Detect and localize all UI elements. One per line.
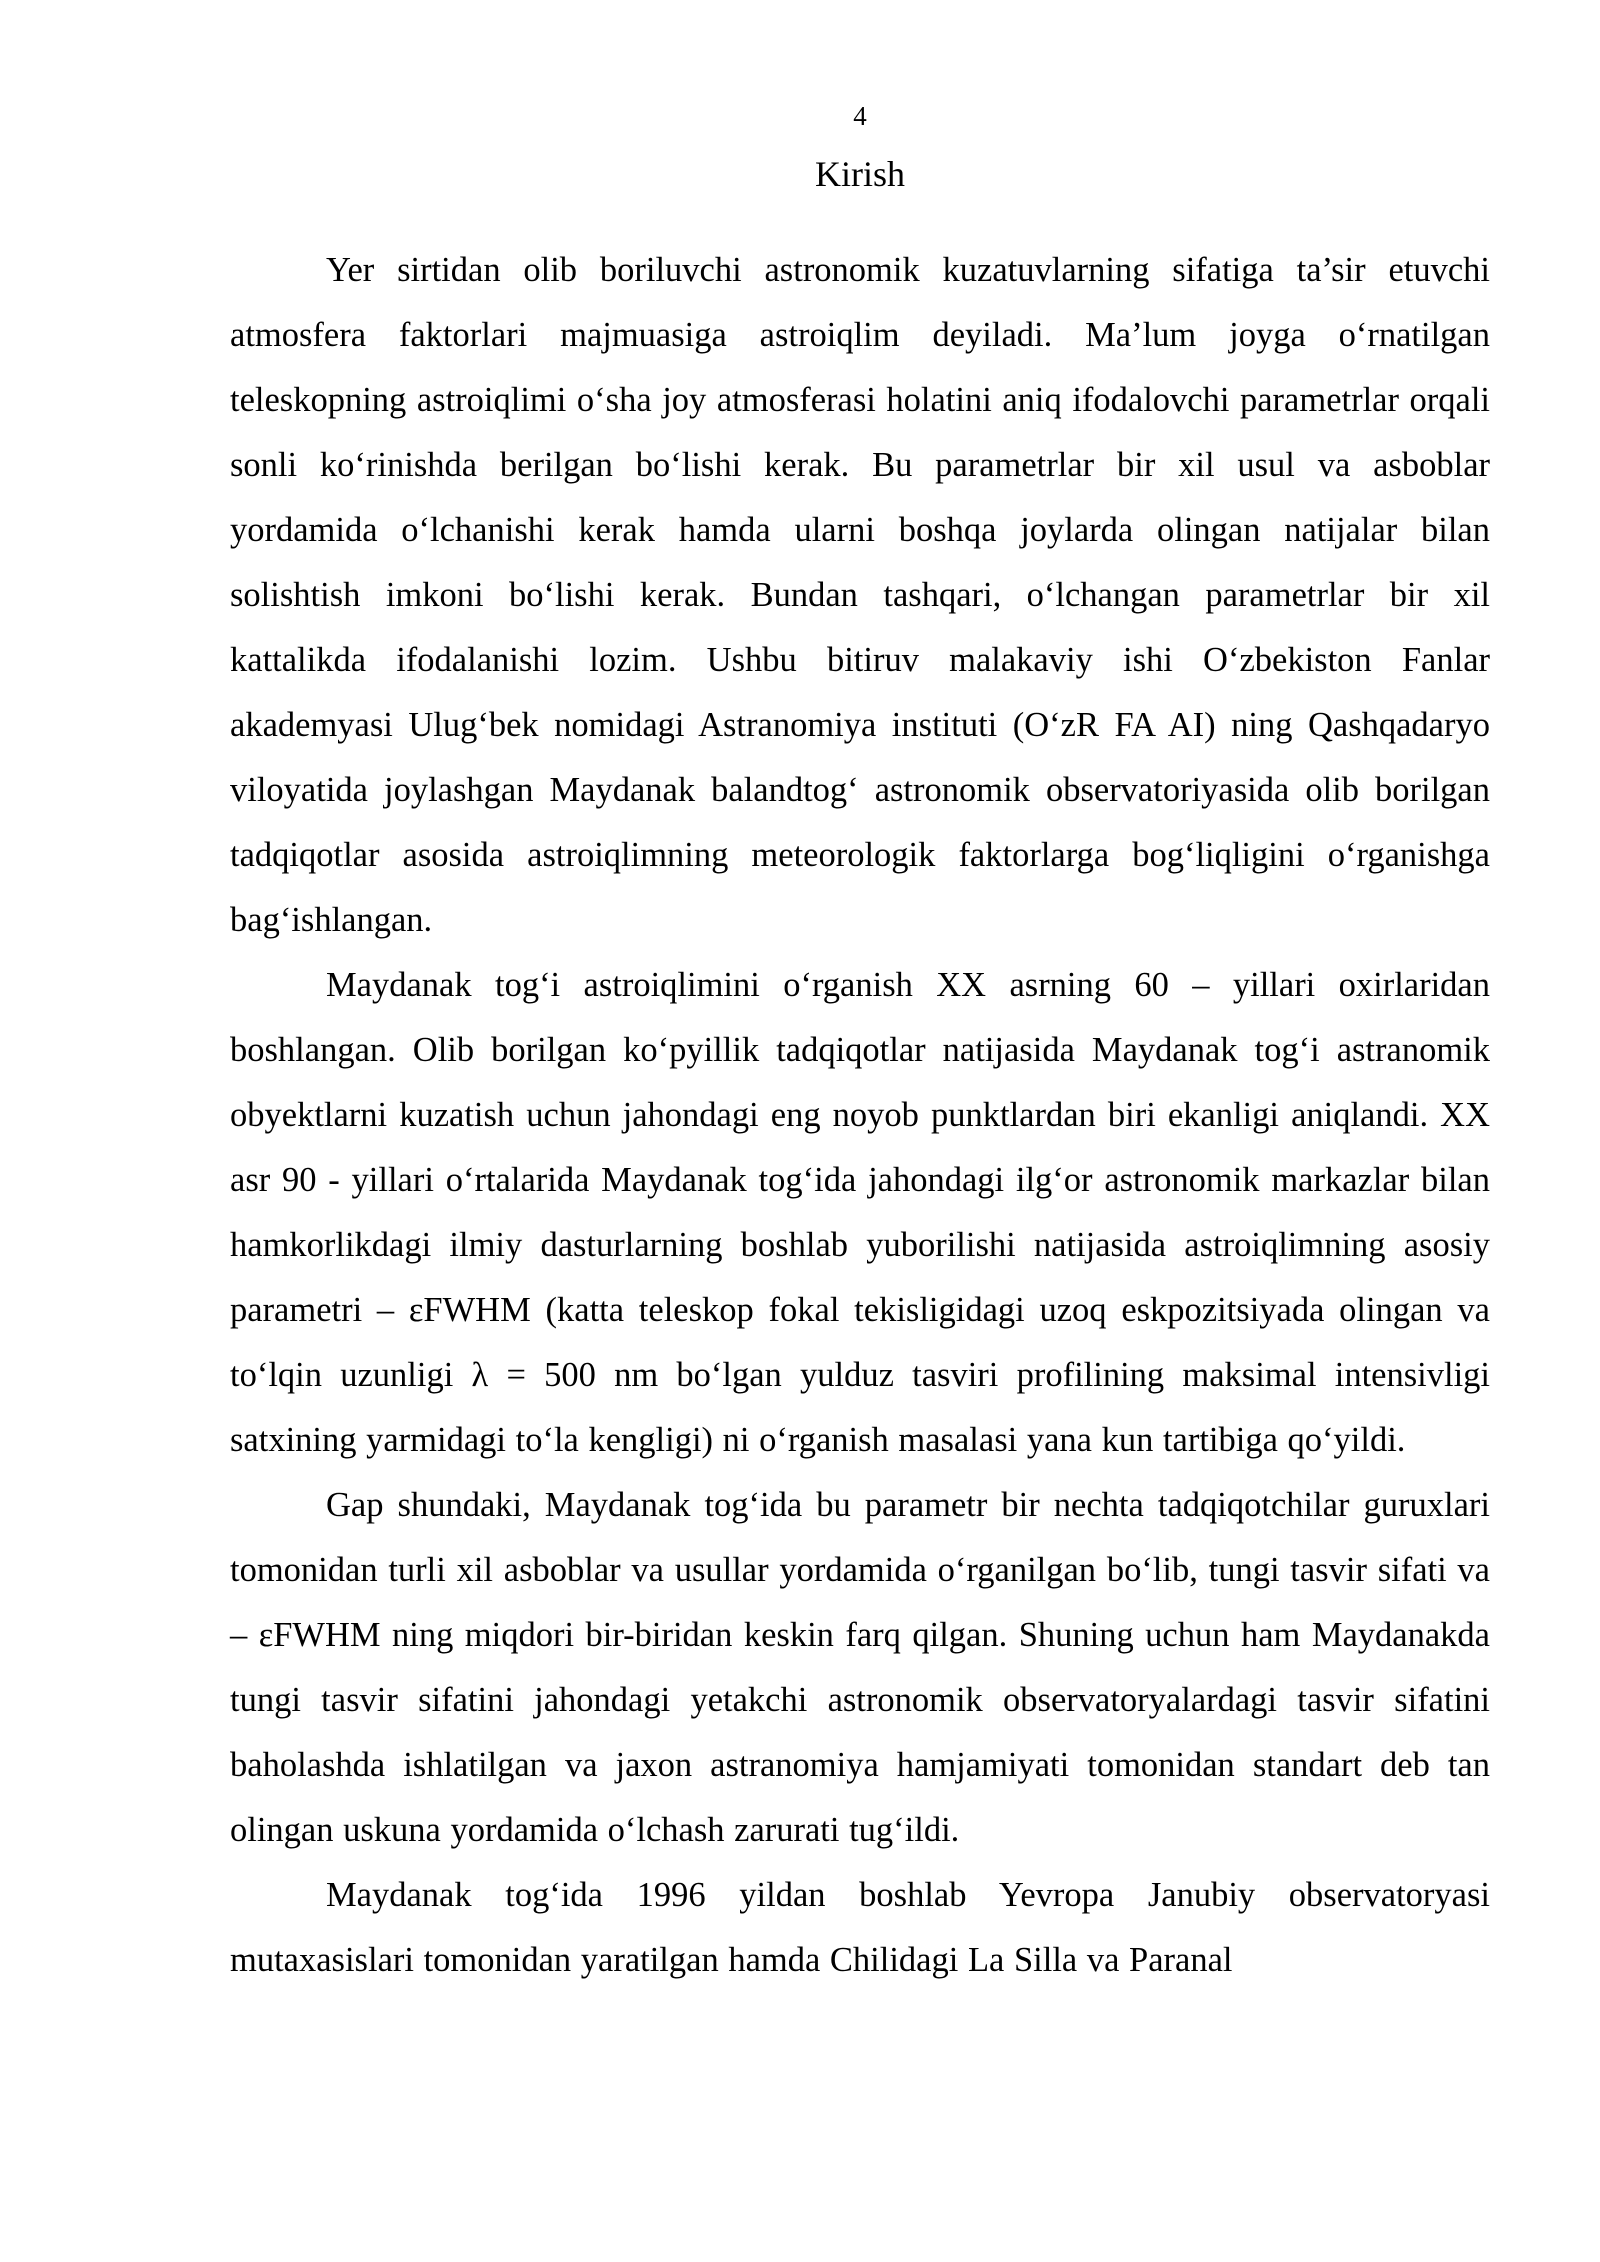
- paragraph-1: Yer sirtidan olib boriluvchi astronomik kuzatuvlarning sifatiga ta’sir etuvchi atmosfera faktorlari majmuasiga astroiqlim deyiladi. Ma’lum joyga o‘rnatilgan teleskopning astroiqlimi o‘sha joy atmosferasi holatini aniq ifodalovchi parametrlar orqali sonli ko‘rinishda berilgan bo‘lishi kerak. Bu parametrlar bir xil usul va asboblar yordamida o‘lchanishi kerak hamda ularni boshqa joylarda olingan natijalar bilan solishtish imkoni bo‘lishi kerak. Bundan tashqari, o‘lchangan parametrlar bir xil kattalikda ifodalanishi lozim. Ushbu bitiruv malakaviy ishi O‘zbekiston Fanlar akademyasi Ulug‘bek nomidagi Astranomiya instituti (O‘zR FA AI) ning Qashqadaryo viloyatida joylashgan Maydanak balandtog‘ astronomik observatoriyasida olib borilgan tadqiqotlar asosida astroiqlimning meteorologik faktorlarga bog‘liqligini o‘rganishga bag‘ishlangan.: [230, 251, 1490, 939]
- section-heading: Kirish: [815, 154, 905, 194]
- paragraph-2: Maydanak tog‘i astroiqlimini o‘rganish XX asrning 60 – yillari oxirlaridan boshlangan. Olib borilgan ko‘pyillik tadqiqotlar natijasida Maydanak tog‘i astranomik obyektlarni kuzatish uchun jahondagi eng noyob punktlardan biri ekanligi aniqlandi. XX asr 90 - yillari o‘rtalarida Maydanak tog‘ida jahondagi ilg‘or astronomik markazlar bilan hamkorlikdagi ilmiy dasturlarning boshlab yuborilishi natijasida astroiqlimning asosiy parametri – εFWHM (katta teleskop fokal tekisligidagi uzoq eskpozitsiyada olingan va to‘lqin uzunligi λ = 500 nm bo‘lgan yulduz tasviri profilining maksimal intensivligi satxining yarmidagi to‘la kengligi) ni o‘rganish masalasi yana kun tartibiga qo‘yildi.: [230, 966, 1490, 1459]
- paragraph-4: Maydanak tog‘ida 1996 yildan boshlab Yevropa Janubiy observatoryasi mutaxasislari tomonidan yaratilgan hamda Chilidagi La Silla va Paranal: [230, 1876, 1490, 1979]
- paragraph-3: Gap shundaki, Maydanak tog‘ida bu parametr bir nechta tadqiqotchilar guruxlari tomonidan turli xil asboblar va usullar yordamida o‘rganilgan bo‘lib, tungi tasvir sifati va – εFWHM ning miqdori bir-biridan keskin farq qilgan. Shuning uchun ham Maydanakda tungi tasvir sifatini jahondagi yetakchi astronomik observatoryalardagi tasvir sifatini baholashda ishlatilgan va jaxon astranomiya hamjamiyati tomonidan standart deb tan olingan uskuna yordamida o‘lchash zarurati tug‘ildi.: [230, 1486, 1490, 1849]
- body-text: [230, 238, 1490, 1993]
- page-number: 4: [853, 101, 867, 131]
